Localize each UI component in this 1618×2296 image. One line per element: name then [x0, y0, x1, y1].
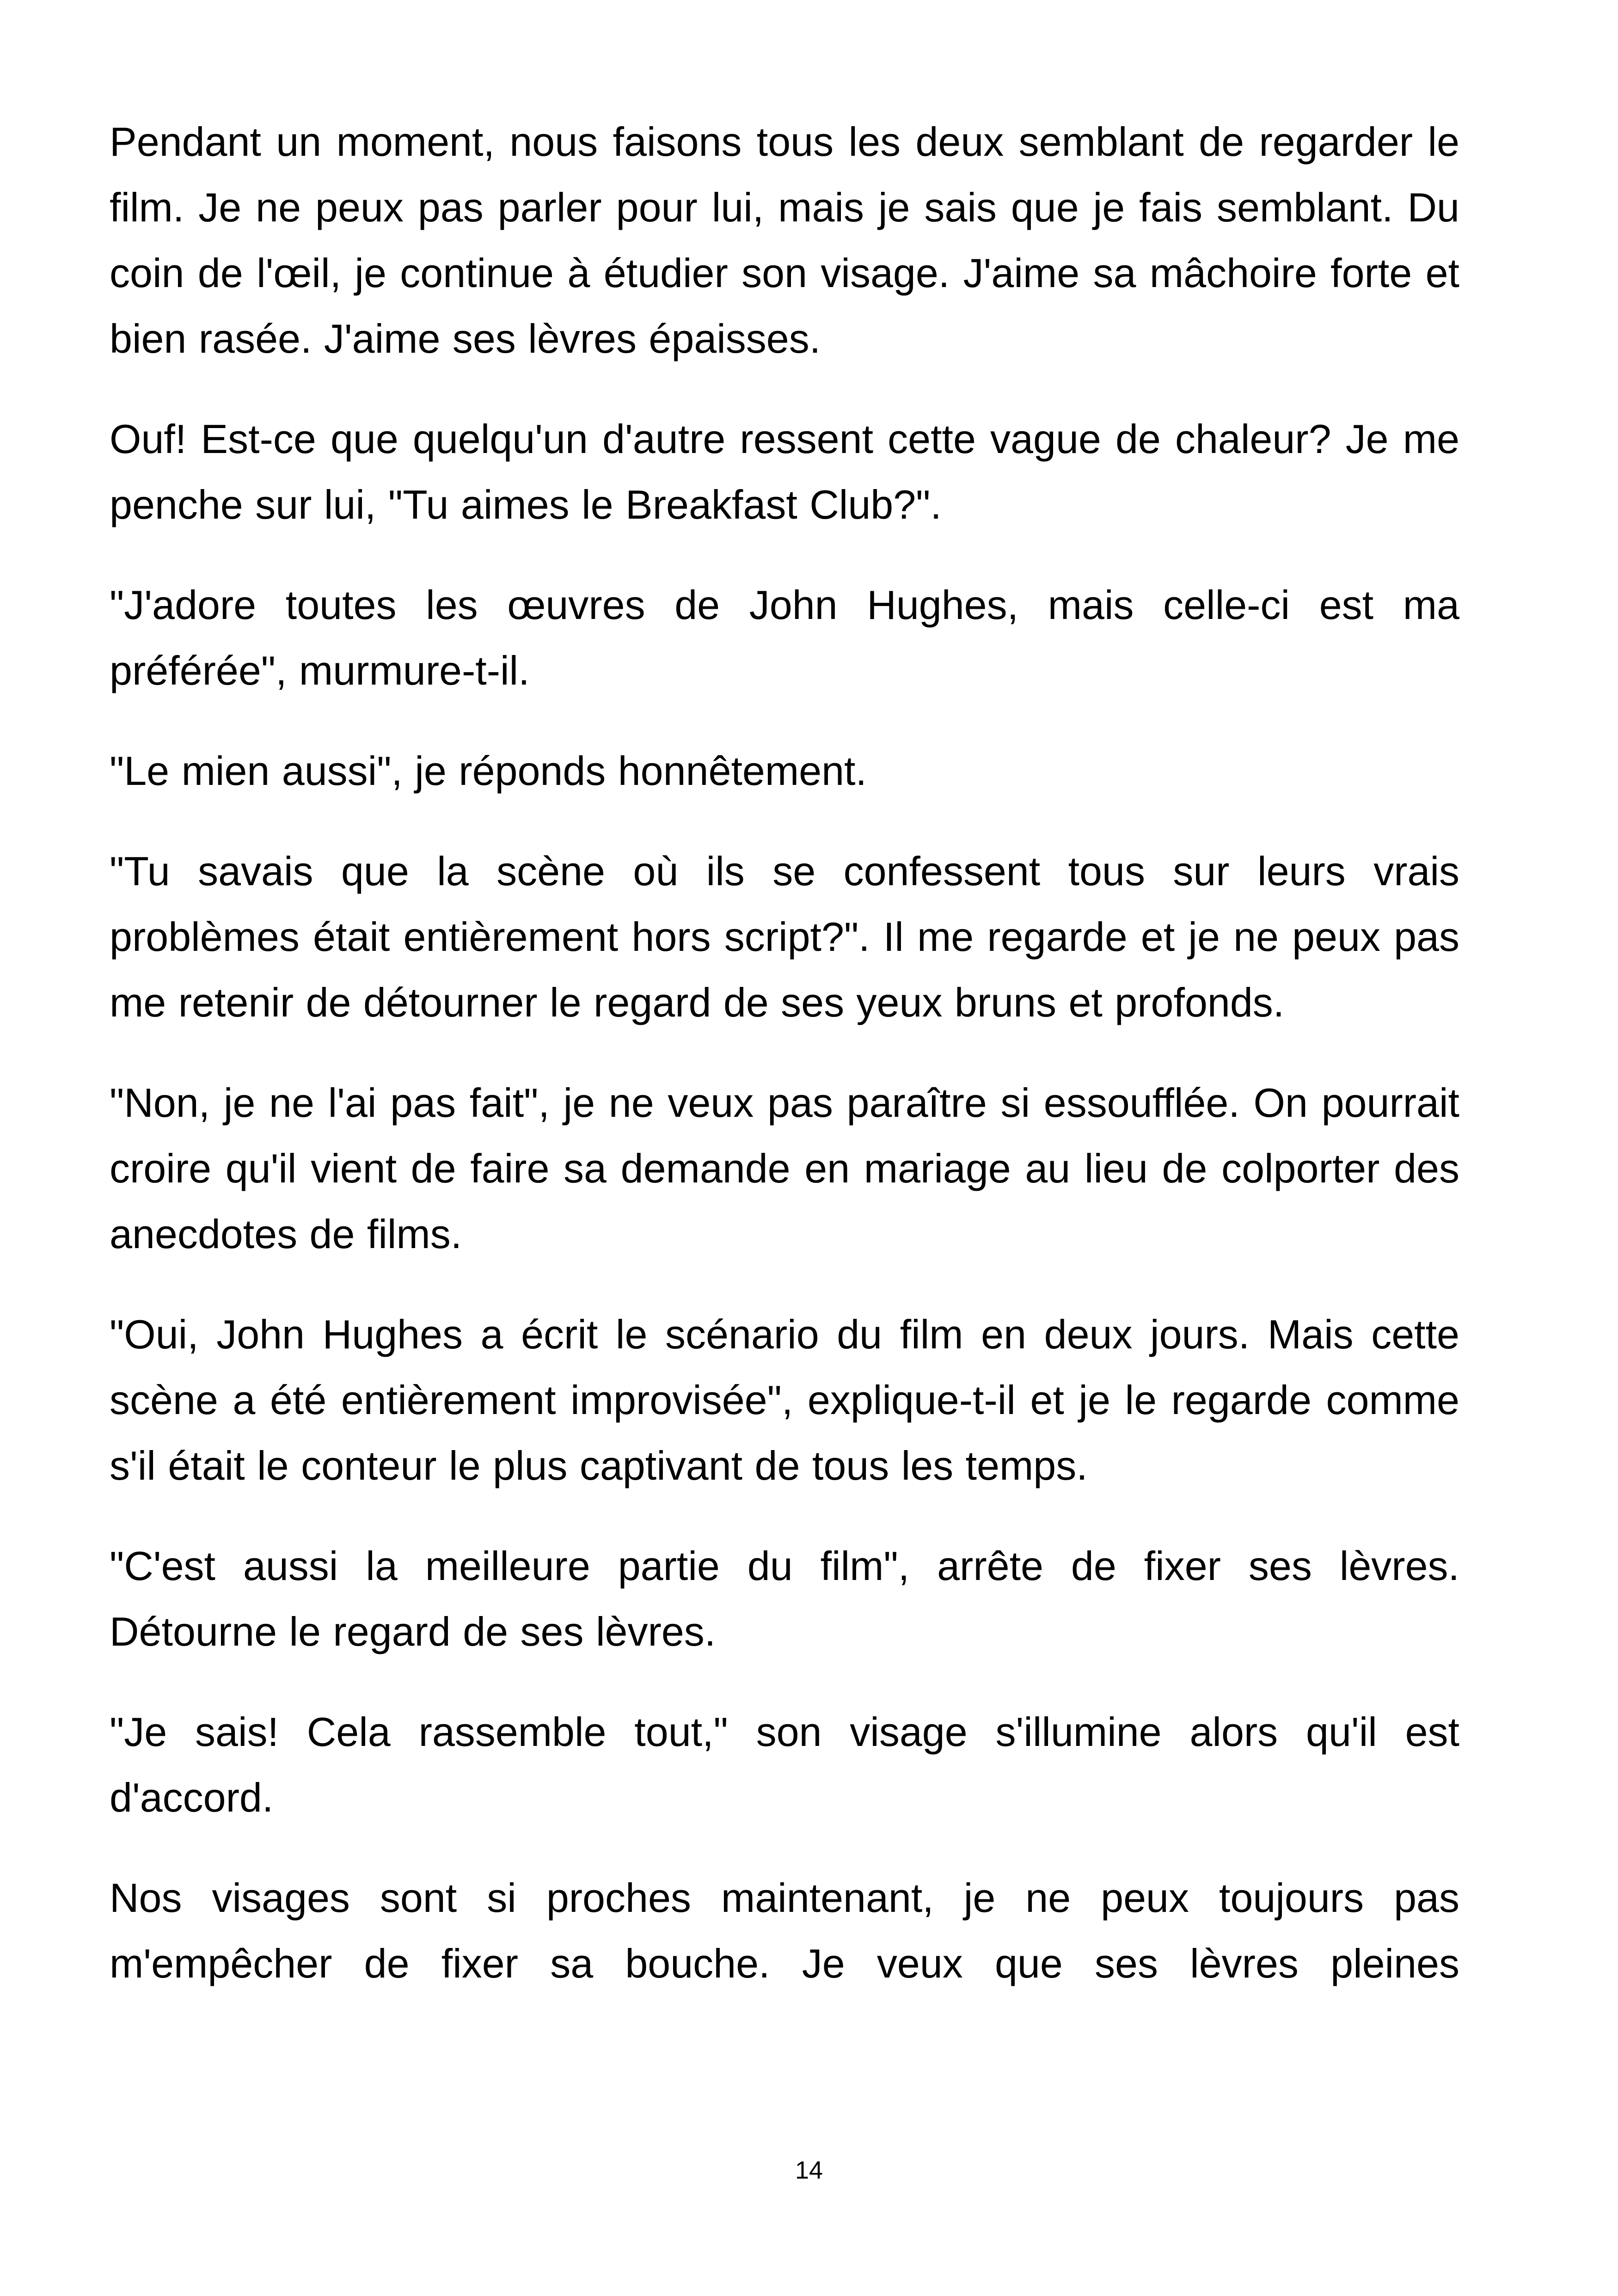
paragraph: Pendant un moment, nous faisons tous les deux semblant de regarder le film. Je ne peux pas parler pour lui, mais je sais que je fais semblant. Du coin de l'œil, je continue à étudier son visage. J'aime sa mâchoire forte et bien rasée. J'aime ses lèvres épaisses. [110, 119, 1459, 361]
paragraph: "C'est aussi la meilleure partie du film", arrête de fixer ses lèvres. Détourne le regard de ses lèvres. [110, 1543, 1459, 1654]
paragraph: "Le mien aussi", je réponds honnêtement. [110, 748, 867, 794]
paragraph-continued: Nos visages sont si proches maintenant, je ne peux toujours pas m'empêcher de fixer sa bouche. Je veux que ses lèvres pleines [110, 1875, 1459, 1986]
paragraph: Ouf! Est-ce que quelqu'un d'autre ressent cette vague de chaleur? Je me penche sur lui, "Tu aimes le Breakfast Club?". [110, 416, 1459, 527]
body-text [110, 109, 1459, 1996]
paragraph: "Je sais! Cela rassemble tout," son visage s'illumine alors qu'il est d'accord. [110, 1709, 1459, 1820]
paragraph: "Tu savais que la scène où ils se confessent tous sur leurs vrais problèmes était entièrement hors script?". Il me regarde et je ne peux pas me retenir de détourner le regard de ses yeux bruns et profonds. [110, 848, 1459, 1025]
paragraph: "Oui, John Hughes a écrit le scénario du film en deux jours. Mais cette scène a été entièrement improvisée", explique-t-il et je le regarde comme s'il était le conteur le plus captivant de tous les temps. [110, 1311, 1459, 1488]
page-number: 14 [795, 2156, 823, 2184]
paragraph: "J'adore toutes les œuvres de John Hughes, mais celle-ci est ma préférée", murmure-t-il. [110, 582, 1459, 693]
paragraph: "Non, je ne l'ai pas fait", je ne veux pas paraître si essoufflée. On pourrait croire qu'il vient de faire sa demande en mariage au lieu de colporter des anecdotes de films. [110, 1080, 1459, 1257]
